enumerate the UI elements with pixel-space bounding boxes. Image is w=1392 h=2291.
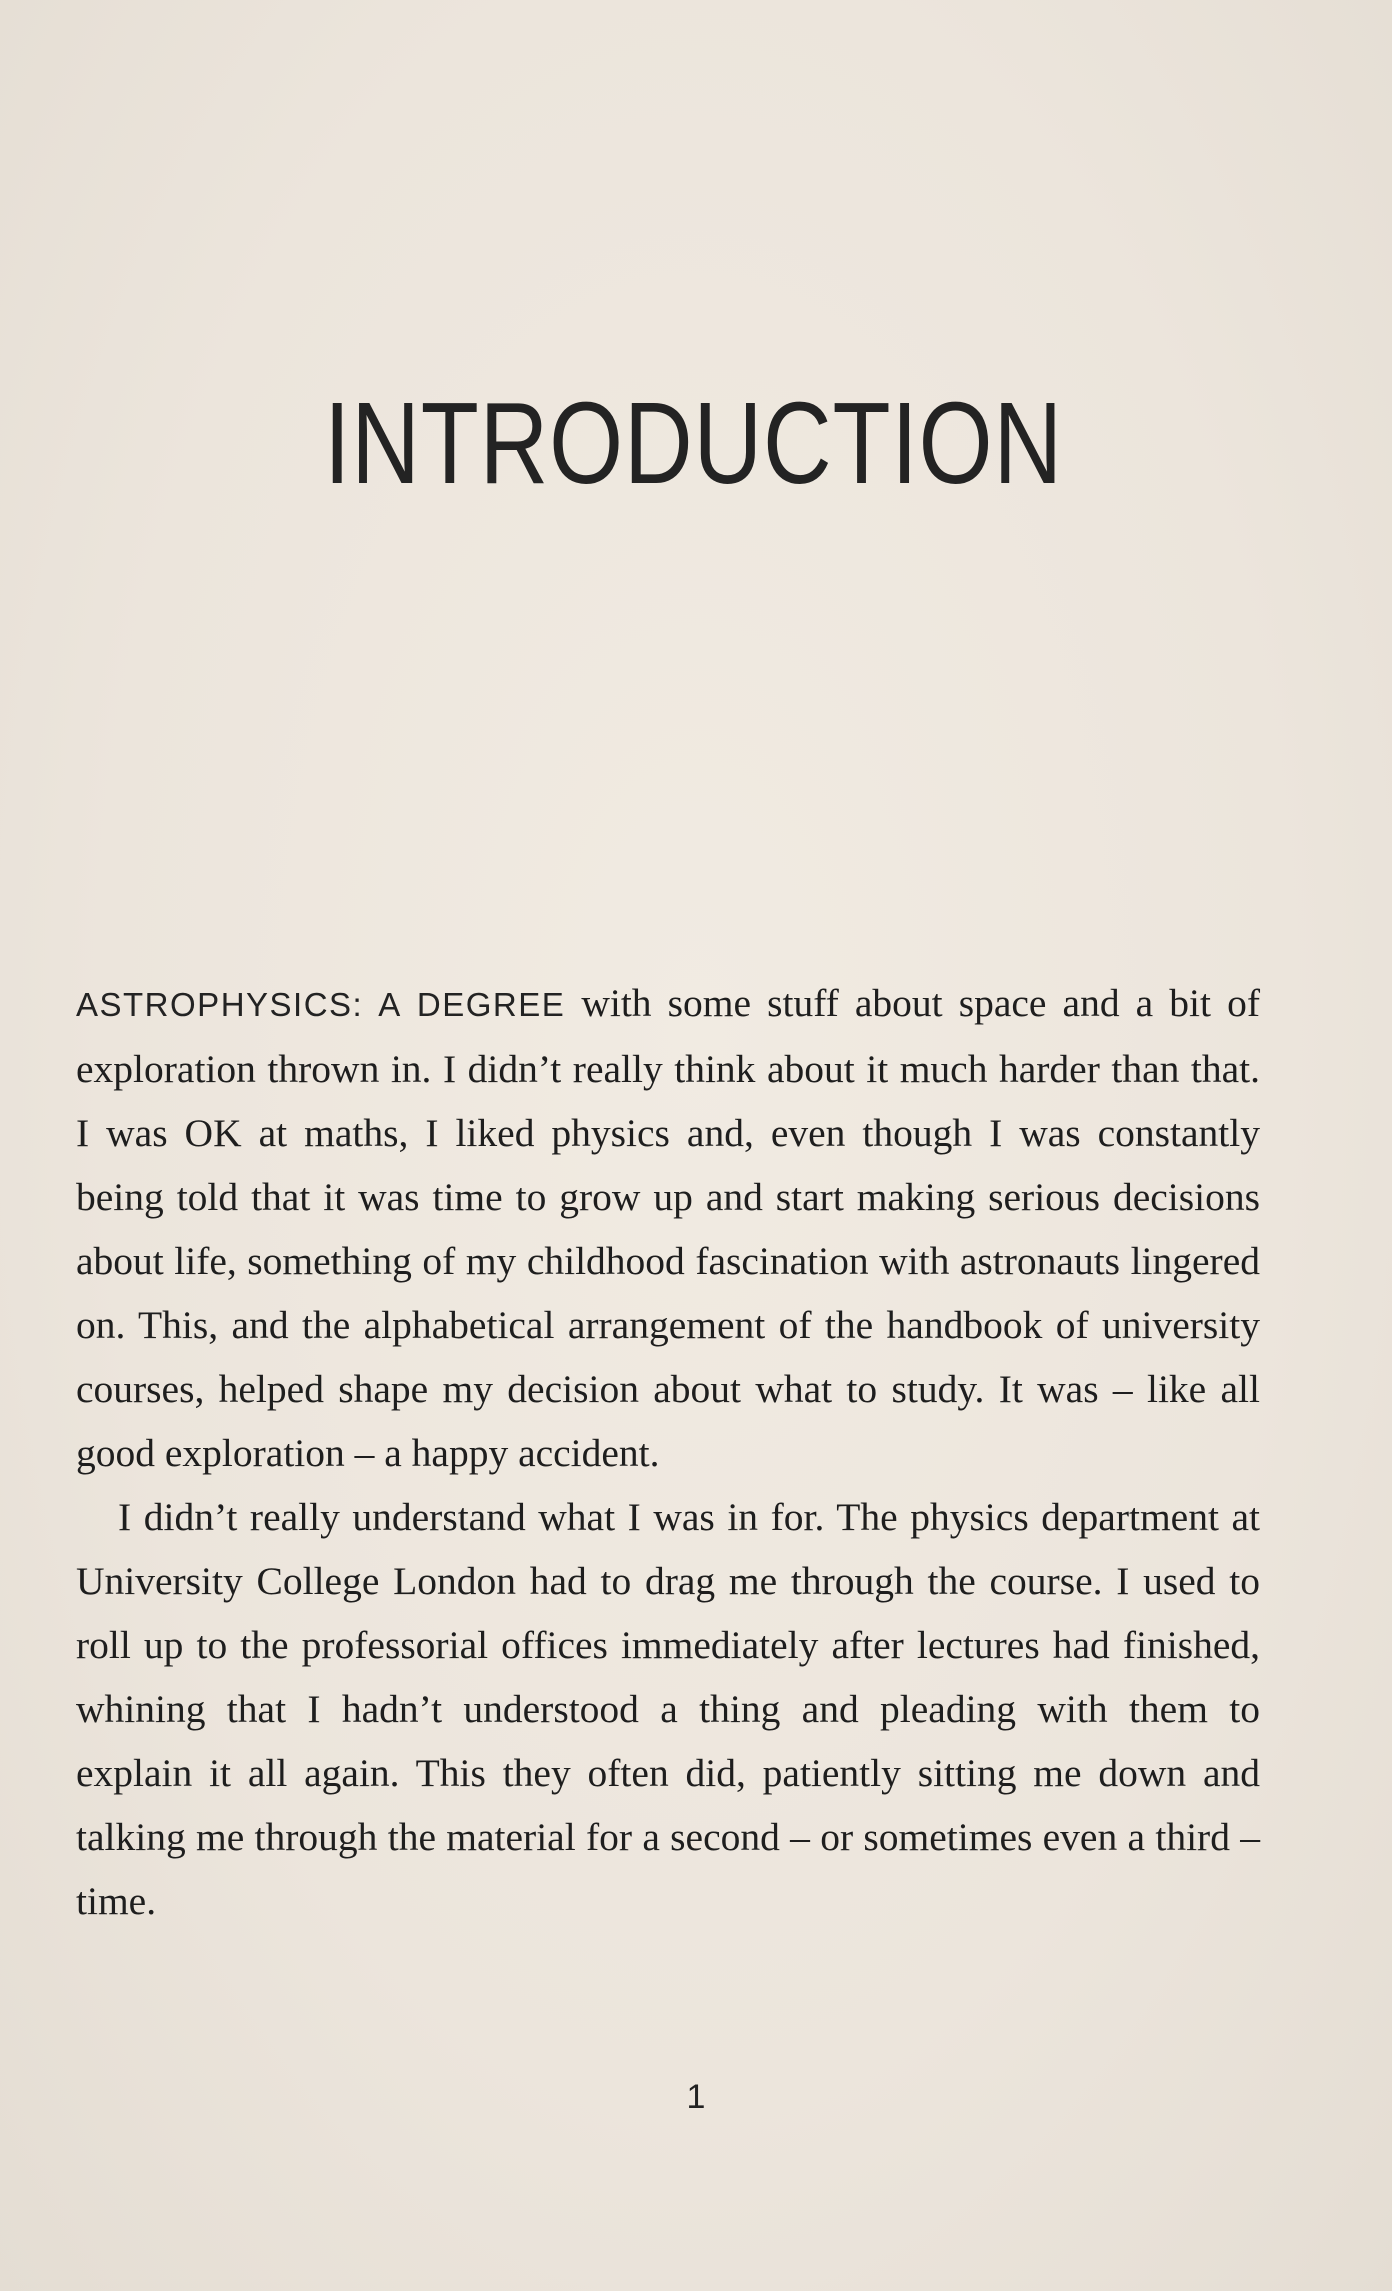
page-number: 1	[686, 2078, 706, 2116]
paragraph-1-text: with some stuff about space and a bit of exploration thrown in. I didn’t really think about it much harder than that. I was OK at maths, I liked physics and, even though I was constantly being told that it was time to grow up and start making serious decisions about life, something of my childhood fascination with astronauts lingered on. This, and the alphabetical arrangement of the handbook of university courses, helped shape my decision about what to study. It was – like all good exploration – a happy accident.	[76, 981, 1260, 1475]
paragraph-2: I didn’t really understand what I was in for. The physics department at University College London had to drag me through the course. I used to roll up to the professorial offices immediately after lectures had finished, whining that I hadn’t understood a thing and pleading with them to explain it all again. This they often did, patiently sitting me down and talking me through the material for a second – or sometimes even a third – time.	[76, 1495, 1260, 1923]
lead-in-smallcaps: ASTROPHYSICS: A DEGREE	[76, 986, 566, 1023]
body-text	[76, 971, 1260, 1933]
paragraph-1	[76, 971, 1260, 1485]
chapter-title: INTRODUCTION	[323, 378, 1064, 508]
